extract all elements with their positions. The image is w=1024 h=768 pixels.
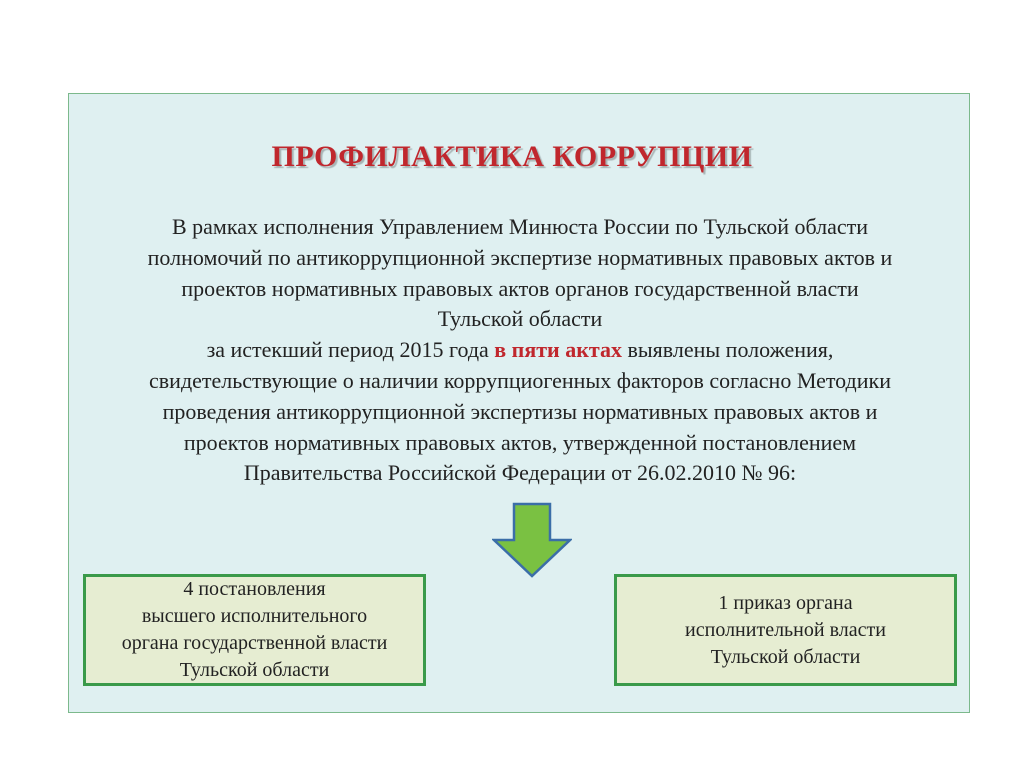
box-line: 4 постановления — [183, 578, 326, 600]
down-arrow-icon — [492, 502, 572, 578]
box-line: 1 приказ органа — [718, 591, 853, 614]
paragraph-line: В рамках исполнения Управлением Минюста России по Тульской области — [171, 214, 869, 239]
paragraph-line-highlighted — [72, 335, 968, 366]
paragraph-line: Правительства Российской Федерации от 26.02.2010 № 96: — [243, 460, 797, 486]
paragraph-line: полномочий по антикоррупционной экспертизе нормативных правовых актов и — [147, 244, 893, 270]
box-line: органа государственной власти — [121, 632, 388, 654]
box-text — [122, 576, 388, 684]
box-line: Тульской области — [179, 659, 330, 681]
box-line: высшего исполнительного — [141, 605, 368, 627]
main-paragraph — [72, 212, 968, 489]
paragraph-line: Тульской области — [437, 306, 603, 332]
paragraph-line: проектов нормативных правовых актов органов государственной власти — [181, 275, 859, 301]
paragraph-line: проектов нормативных правовых актов, утвержденной постановлением — [183, 429, 857, 455]
result-box-order — [614, 574, 957, 686]
paragraph-text: выявлены положения, — [621, 337, 834, 363]
paragraph-line: проведения антикоррупционной экспертизы нормативных правовых актов и — [162, 398, 878, 424]
slide-title: ПРОФИЛАКТИКА КОРРУПЦИИ — [271, 140, 753, 173]
highlight-text: в пяти актах — [494, 337, 622, 363]
box-line: Тульской области — [710, 645, 861, 668]
box-line: исполнительной власти — [685, 618, 886, 641]
result-box-decrees — [83, 574, 426, 686]
paragraph-text: за истекший период 2015 года — [206, 337, 495, 363]
box-text — [685, 590, 886, 671]
paragraph-line: свидетельствующие о наличии коррупциогенных факторов согласно Методики — [149, 367, 891, 393]
